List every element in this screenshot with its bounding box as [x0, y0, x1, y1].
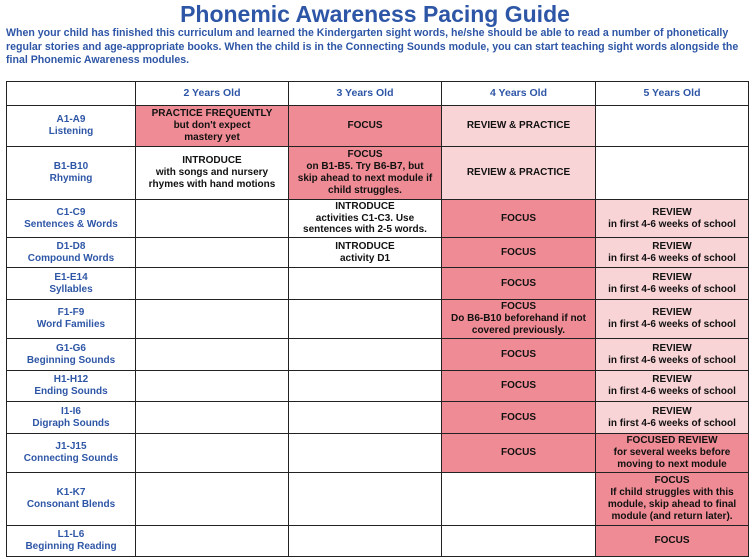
pacing-cell — [442, 434, 596, 473]
pacing-cell — [596, 268, 749, 300]
cell-heading: REVIEW — [652, 271, 692, 283]
cell-heading: FOCUS — [347, 120, 383, 132]
cell-note: with songs and nursery — [155, 167, 269, 179]
pacing-cell — [136, 526, 289, 557]
cell-note: skip ahead to next module if — [297, 173, 433, 184]
table-row — [7, 238, 749, 268]
table-row — [7, 300, 749, 339]
cell-heading: FOCUS — [501, 301, 536, 313]
module-code: J1-J15 — [55, 441, 87, 453]
table-row — [7, 268, 749, 300]
pacing-cell — [596, 434, 749, 473]
pacing-cell — [442, 371, 596, 402]
pacing-cell — [289, 371, 442, 402]
table-row — [7, 200, 749, 238]
header-corner — [7, 82, 136, 106]
module-name: Beginning Reading — [25, 541, 117, 552]
pacing-table — [6, 81, 749, 557]
pacing-cell — [442, 473, 596, 526]
module-name: Sentences & Words — [24, 218, 118, 230]
table-row — [7, 473, 749, 526]
cell-note: rhymes with hand motions — [148, 178, 276, 190]
cell-note: activity D1 — [339, 252, 391, 264]
module-name: Listening — [48, 126, 94, 137]
pacing-cell — [596, 238, 749, 268]
cell-heading: FOCUS — [501, 246, 536, 258]
cell-note: mastery yet — [184, 131, 240, 143]
pacing-cell — [289, 147, 442, 200]
module-cell — [7, 300, 136, 339]
pacing-cell — [596, 473, 749, 526]
pacing-cell — [136, 238, 289, 268]
module-cell — [7, 200, 136, 238]
header-3-years: 3 Years Old — [289, 82, 442, 106]
module-cell — [7, 473, 136, 526]
module-code: A1-A9 — [56, 114, 86, 126]
cell-heading: FOCUS — [501, 277, 536, 289]
pacing-cell — [596, 371, 749, 402]
pacing-cell — [596, 106, 749, 147]
pacing-cell — [442, 300, 596, 339]
module-code: C1-C9 — [56, 206, 86, 218]
pacing-cell — [289, 473, 442, 526]
module-cell — [7, 526, 136, 557]
cell-heading: FOCUS — [501, 380, 536, 392]
module-code: I1-I6 — [60, 405, 81, 417]
cell-note: If child struggles with this — [610, 487, 734, 499]
module-name: Compound Words — [27, 252, 115, 264]
pacing-cell — [289, 238, 442, 268]
pacing-cell — [136, 106, 289, 147]
pacing-cell — [136, 200, 289, 238]
module-code: B1-B10 — [53, 161, 89, 173]
module-code: L1-L6 — [57, 529, 85, 541]
module-code: F1-F9 — [57, 307, 85, 319]
pacing-cell — [289, 200, 442, 238]
header-2-years: 2 Years Old — [136, 82, 289, 106]
cell-note: module, skip ahead to final — [607, 499, 737, 510]
pacing-cell — [289, 339, 442, 371]
header-row — [7, 82, 749, 106]
module-cell — [7, 339, 136, 371]
cell-heading: INTRODUCE — [335, 240, 395, 252]
cell-note: in first 4-6 weeks of school — [608, 319, 736, 330]
table-row — [7, 106, 749, 147]
module-code: H1-H12 — [53, 374, 89, 386]
pacing-cell — [442, 106, 596, 147]
pacing-cell — [442, 200, 596, 238]
pacing-cell — [596, 300, 749, 339]
pacing-cell — [136, 402, 289, 434]
table-row — [7, 402, 749, 434]
pacing-cell — [136, 300, 289, 339]
cell-note: in first 4-6 weeks of school — [608, 252, 736, 264]
pacing-cell — [442, 147, 596, 200]
header-4-years: 4 Years Old — [442, 82, 596, 106]
pacing-cell — [289, 526, 442, 557]
cell-note: in first 4-6 weeks of school — [608, 354, 736, 366]
cell-note: in first 4-6 weeks of school — [608, 386, 736, 397]
table-row — [7, 339, 749, 371]
cell-note: but don't expect — [173, 120, 251, 132]
module-cell — [7, 402, 136, 434]
cell-heading: REVIEW — [652, 374, 692, 386]
cell-note: for several weeks before — [613, 447, 731, 459]
cell-heading: FOCUS — [501, 447, 536, 459]
pacing-cell — [289, 300, 442, 339]
table-row — [7, 526, 749, 557]
pacing-cell — [136, 473, 289, 526]
pacing-cell — [442, 268, 596, 300]
cell-heading: FOCUS — [654, 475, 690, 487]
pacing-cell — [136, 147, 289, 200]
pacing-cell — [442, 402, 596, 434]
pacing-cell — [136, 339, 289, 371]
header-5-years: 5 Years Old — [596, 82, 749, 106]
cell-note: module (and return later). — [611, 510, 733, 522]
pacing-cell — [136, 268, 289, 300]
pacing-cell — [442, 526, 596, 557]
cell-heading: PRACTICE FREQUENTLY — [151, 108, 273, 120]
cell-heading: REVIEW — [652, 307, 692, 319]
module-cell — [7, 147, 136, 200]
pacing-cell — [596, 339, 749, 371]
cell-note: moving to next module — [617, 458, 727, 470]
module-cell — [7, 268, 136, 300]
pacing-cell — [442, 339, 596, 371]
cell-note: on B1-B5. Try B6-B7, but — [306, 161, 424, 173]
pacing-cell — [289, 106, 442, 147]
pacing-cell — [596, 200, 749, 238]
table-row — [7, 147, 749, 200]
cell-heading: FOCUS — [654, 535, 690, 547]
cell-heading: REVIEW — [652, 206, 692, 218]
module-code: G1-G6 — [55, 342, 86, 354]
cell-heading: INTRODUCE — [182, 155, 242, 167]
pacing-cell — [289, 268, 442, 300]
cell-note: in first 4-6 weeks of school — [608, 283, 736, 295]
module-code: K1-K7 — [56, 487, 86, 499]
cell-note: Do B6-B10 beforehand if not — [450, 313, 586, 325]
table-row — [7, 371, 749, 402]
module-cell — [7, 238, 136, 268]
module-name: Word Families — [36, 319, 106, 330]
page-title: Phonemic Awareness Pacing Guide — [180, 1, 570, 27]
cell-heading: FOCUSED REVIEW — [626, 435, 718, 447]
module-name: Beginning Sounds — [26, 354, 116, 366]
pacing-cell — [596, 402, 749, 434]
cell-heading: FOCUS — [501, 212, 536, 224]
intro-paragraph: When your child has finished this curriculum and learned the Kindergarten sight words, he/she should be able to read a number of phonetically regular stories and age-appropriate books. When the child is in the Connecting Sounds module, you can start teaching sight words alongside the final Phonemic Awareness modules. — [6, 27, 739, 67]
pacing-cell — [136, 434, 289, 473]
pacing-cell — [289, 402, 442, 434]
cell-heading: REVIEW — [652, 240, 692, 252]
cell-heading: REVIEW & PRACTICE — [466, 120, 571, 132]
pacing-cell — [442, 238, 596, 268]
cell-heading: REVIEW — [652, 342, 692, 354]
pacing-cell — [136, 371, 289, 402]
module-code: E1-E14 — [54, 271, 88, 283]
cell-heading: FOCUS — [501, 348, 536, 360]
module-name: Connecting Sounds — [23, 453, 119, 464]
cell-note: in first 4-6 weeks of school — [608, 218, 736, 230]
cell-heading: FOCUS — [347, 149, 383, 161]
cell-heading: REVIEW — [652, 405, 692, 417]
cell-heading: REVIEW & PRACTICE — [466, 167, 571, 179]
cell-heading: FOCUS — [501, 411, 536, 423]
cell-note: activities C1-C3. Use — [315, 212, 415, 224]
module-code: D1-D8 — [56, 240, 86, 252]
table-row — [7, 434, 749, 473]
module-cell — [7, 371, 136, 402]
module-name: Ending Sounds — [34, 386, 108, 397]
module-name: Consonant Blends — [26, 499, 116, 510]
module-cell — [7, 106, 136, 147]
cell-heading: INTRODUCE — [335, 200, 395, 212]
module-cell — [7, 434, 136, 473]
cell-note: child struggles. — [328, 184, 402, 196]
module-name: Digraph Sounds — [32, 417, 110, 429]
pacing-cell — [289, 434, 442, 473]
module-name: Rhyming — [49, 173, 93, 184]
cell-note: sentences with 2-5 words. — [303, 224, 427, 236]
cell-note: covered previously. — [471, 324, 566, 336]
cell-note: in first 4-6 weeks of school — [608, 417, 736, 429]
pacing-cell — [596, 147, 749, 200]
pacing-cell — [596, 526, 749, 557]
module-name: Syllables — [49, 283, 93, 295]
